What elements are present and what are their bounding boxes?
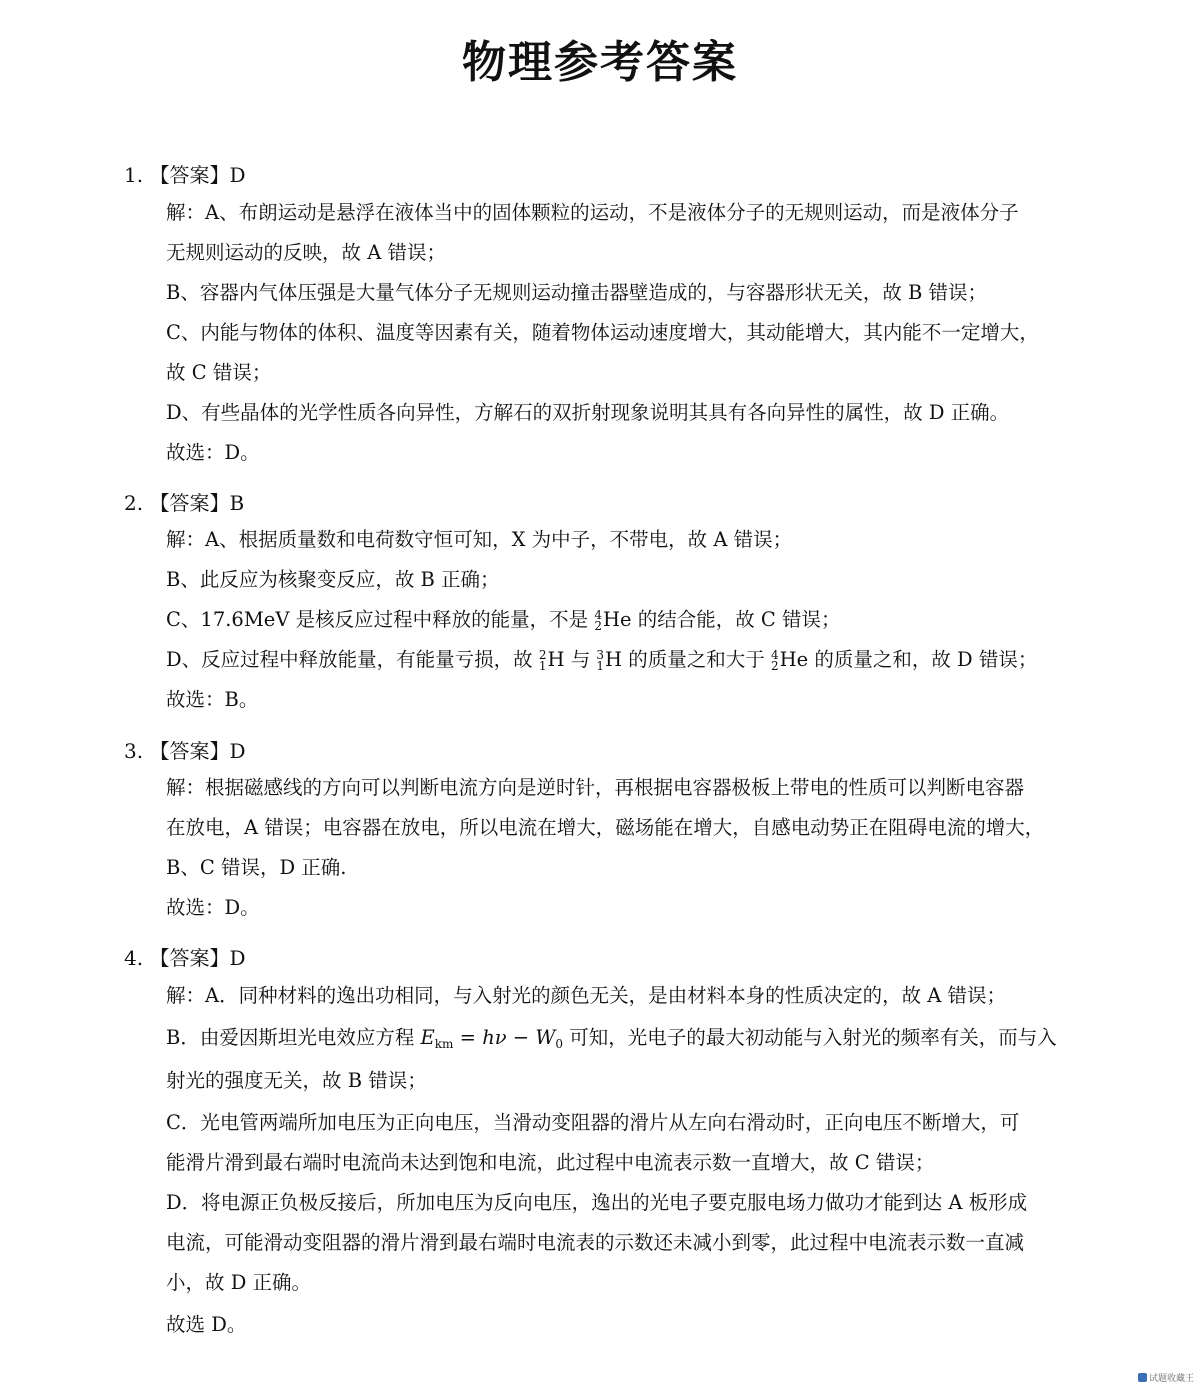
nuclide-symbol: He (779, 648, 809, 671)
q1-line: B、容器内气体压强是大量气体分子无规则运动撞击器壁造成的，与容器形状无关，故 B 错误； (166, 281, 988, 304)
deuterium-nuclide (539, 648, 565, 672)
q3-line: 在放电，A 错误；电容器在放电，所以电流在增大，磁场能在增大，自感电动势正在阻碍电流的增大， (166, 816, 1045, 839)
nuclide-symbol: H (547, 648, 565, 671)
q1-conclusion: 故选：D。 (166, 441, 260, 464)
q2-line-d-part: D、反应过程中释放能量，有能量亏损，故 (166, 648, 539, 671)
equation-w-symbol: W (535, 1026, 556, 1049)
q4-line: 解：A．同种材料的逸出功相同，与入射光的颜色无关，是由材料本身的性质决定的，故 A 错误； (166, 984, 1007, 1007)
tritium-nuclide (596, 648, 622, 672)
q3-answer-head: 3. 【答案】D (124, 739, 246, 763)
q3-line: B、C 错误，D 正确. (166, 856, 347, 879)
nuclide-charge-number: 2 (770, 658, 779, 673)
q1-line: 解：A、布朗运动是悬浮在液体当中的固体颗粒的运动，不是液体分子的无规则运动，而是液体分子 (166, 201, 1019, 224)
q4-line-equation (166, 1026, 1057, 1056)
nuclide-mass-number: 4 (594, 607, 602, 622)
equation-equals: = (453, 1026, 483, 1049)
q2-conclusion: 故选：B。 (166, 688, 259, 711)
q4-answer-head: 4. 【答案】D (124, 946, 246, 970)
page-title: 物理参考答案 (462, 37, 738, 88)
q2-line: 解：A、根据质量数和电荷数守恒可知，X 为中子，不带电，故 A 错误； (166, 528, 793, 551)
q3-conclusion: 故选：D。 (166, 896, 260, 919)
q4-conclusion: 故选 D。 (166, 1313, 247, 1336)
equation-minus: − (506, 1026, 536, 1049)
nuclide-mass-number: 3 (596, 647, 605, 662)
q1-line: 故 C 错误； (166, 361, 272, 384)
q2-line-c-before: C、17.6MeV 是核反应过程中释放的能量，不是 (166, 608, 595, 631)
q4-equation-rest: 可知，光电子的最大初动能与入射光的频率有关，而与入 (563, 1026, 1057, 1049)
q2-answer-head: 2. 【答案】B (124, 491, 245, 515)
q3-line: 解：根据磁感线的方向可以判断电流方向是逆时针，再根据电容器极板上带电的性质可以判断电容器 (166, 776, 1025, 799)
nuclide-charge-number: 1 (596, 658, 605, 673)
nuclide-mass-number: 2 (538, 647, 547, 662)
q2-line-d (166, 648, 1037, 672)
q2-line-d-part: 的质量之和大于 (622, 648, 771, 671)
q2-line: B、此反应为核聚变反应，故 B 正确； (166, 568, 500, 591)
equation-hv: hν (482, 1026, 507, 1049)
nuclide-symbol: H (605, 648, 623, 671)
helium-4-nuclide (771, 648, 808, 672)
equation-ek-symbol: E (420, 1026, 435, 1049)
q4-line: 射光的强度无关，故 B 错误； (166, 1069, 427, 1092)
q2-line-c (166, 608, 841, 632)
q1-line: 无规则运动的反映，故 A 错误； (166, 241, 446, 264)
nuclide-mass-number: 4 (770, 647, 779, 662)
equation-w-subscript: 0 (555, 1037, 564, 1051)
q4-line: 能滑片滑到最右端时电流尚未达到饱和电流，此过程中电流表示数一直增大，故 C 错误； (166, 1151, 935, 1174)
nuclide-charge-number: 1 (538, 658, 547, 673)
q1-line: C、内能与物体的体积、温度等因素有关，随着物体运动速度增大，其动能增大，其内能不一定增大， (166, 321, 1039, 344)
helium-4-nuclide (594, 608, 631, 632)
watermark (1138, 1371, 1194, 1384)
watermark-text: 试题收藏王 (1148, 1374, 1194, 1384)
equation-ek-subscript: km (434, 1037, 454, 1051)
q1-line: D、有些晶体的光学性质各向异性，方解石的双折射现象说明其具有各向异性的属性，故 D 正确。 (166, 401, 1010, 424)
q4-equation-intro: B．由爱因斯坦光电效应方程 (166, 1026, 421, 1049)
q2-line-d-part: 的质量之和，故 D 错误； (808, 648, 1038, 671)
q4-line: D．将电源正负极反接后，所加电压为反向电压，逸出的光电子要克服电场力做功才能到达 A 板形成 (166, 1191, 1028, 1214)
q4-line: 小，故 D 正确。 (166, 1271, 312, 1294)
q4-line: 电流，可能滑动变阻器的滑片滑到最右端时电流表的示数还未减小到零，此过程中电流表示数一直减 (166, 1231, 1025, 1254)
q2-line-d-part: 与 (564, 648, 597, 671)
q4-line: C．光电管两端所加电压为正向电压，当滑动变阻器的滑片从左向右滑动时，正向电压不断增大，可 (166, 1111, 1020, 1134)
q2-line-c-after: 的结合能，故 C 错误； (631, 608, 841, 631)
nuclide-charge-number: 2 (594, 618, 602, 633)
nuclide-symbol: He (602, 608, 632, 631)
q1-answer-head: 1. 【答案】D (124, 163, 246, 187)
watermark-logo-icon (1138, 1373, 1147, 1382)
